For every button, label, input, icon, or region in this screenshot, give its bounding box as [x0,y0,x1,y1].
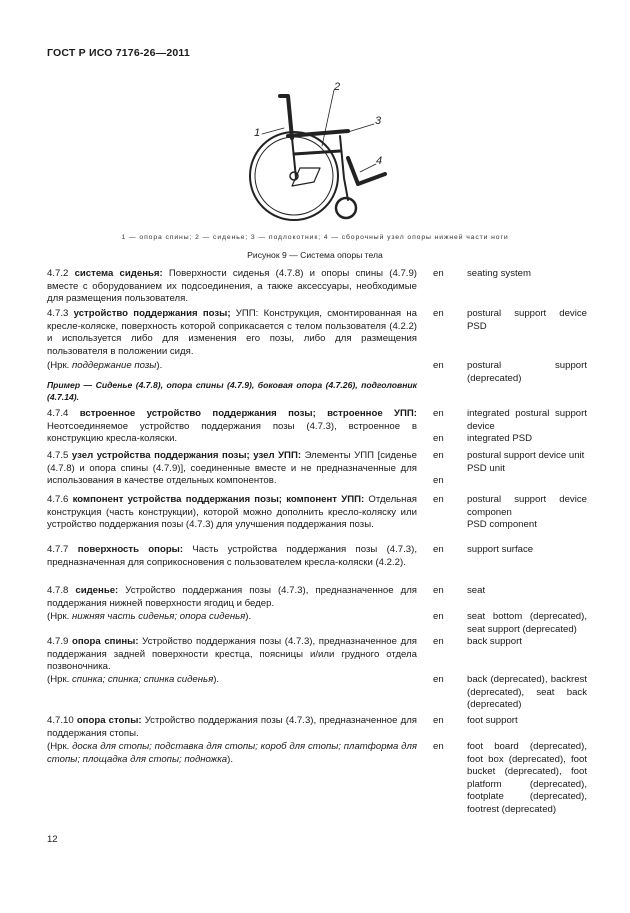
russian-definition [47,585,417,610]
russian-definition [47,494,417,532]
language-code [433,611,463,624]
deprecated-suffix: ). [227,753,234,765]
wheelchair-figure [240,78,400,226]
callout-2: 2 [334,81,341,93]
term-number: 4.7.8 [47,585,69,596]
term-definition: Отдельная конструкция (часть конструкции), которой можно дополнить кресло-коляску или устройство поддержания позы (4.7.3) для улучшения поддержания позы. [47,494,417,530]
english-equivalent [467,360,587,385]
term-definition: Поверхности сиденья (4.7.8) и опоры спины (4.7.9) вместе с оборудованием их подсоединения, а также аксессуары, необходимые для размещения пользователя. [47,268,417,304]
english-term: foot board (deprecated), foot box (deprecated), foot bucket (deprecated), foot platform (deprecated), footplate (deprecated), footrest (deprecated) [467,741,587,815]
term-title: компонент устройства поддержания позы; компонент УПП: [72,494,365,505]
deprecated-prefix: (Нрк. [47,360,72,371]
term-title: опора стопы: [76,715,142,726]
term-entry [47,741,587,816]
language-code-primary: en [433,494,444,505]
term-title: узел устройства поддержания позы; узел УПП: [71,450,302,461]
deprecated-prefix: (Нрк. [47,674,72,685]
english-equivalent [467,544,587,557]
term-number: 4.7.7 [47,544,69,555]
english-equivalent [467,494,587,532]
term-number: 4.7.6 [47,494,69,505]
language-code [433,544,463,557]
language-code [433,741,463,754]
term-entry [47,408,587,446]
term-number: 4.7.3 [47,308,69,319]
deprecated-prefix: (Нрк. [47,741,73,752]
term-entry [47,494,587,532]
english-equivalent [467,674,587,712]
figure-caption: Рисунок 9 — Система опоры тела [247,250,383,260]
term-entry [47,450,587,488]
term-entry [47,636,587,674]
language-code [433,268,463,281]
language-code-secondary: en [433,433,444,444]
language-code-primary: en [433,741,444,752]
callout-4: 4 [376,155,383,167]
english-term: postural support device unit [467,450,585,461]
russian-definition [47,450,417,488]
term-title: сиденье: [75,585,119,596]
term-definition: УПП: Конструкция, смонтированная на кресле-коляске, поверхность которой соприкасается с телом пользователя (4.2.2) и используется либо для изменения его позы, либо для размещения пользователя в положении сидя. [47,308,417,357]
english-equivalent [467,741,587,816]
deprecated-prefix: (Нрк. [47,611,72,622]
language-code-primary: en [433,715,444,726]
language-code [433,360,463,373]
russian-definition [47,360,417,373]
russian-definition [47,268,417,306]
term-number: 4.7.9 [47,636,69,647]
term-entry [47,268,587,306]
language-code [433,494,463,507]
term-definition: Устройство поддержания позы (4.7.3), предназначенное для поддержания задней поверхности крестца, поясницы и/или грудного отдела позвоночника. [47,636,418,672]
language-code [433,308,463,321]
term-entry [47,544,587,569]
language-code-primary: en [433,611,444,622]
term-title: система сиденья: [74,268,163,279]
term-entry [47,715,587,740]
language-code-primary: en [433,674,444,685]
example-note [47,379,417,403]
language-code-secondary: en [433,475,444,486]
term-definition: Элементы УПП [сиденье (4.7.8) и опора спины (4.7.9)], соединенные вместе и не предназначенные для использования в качестве отдельных компонентов. [47,450,417,486]
term-title: поверхность опоры: [77,544,184,555]
term-title: опора спины: [71,636,139,647]
callout-1: 1 [254,127,261,139]
russian-definition [47,715,417,740]
english-term: support surface [467,544,534,555]
english-term: seating system [467,268,531,279]
deprecated-suffix: ). [156,360,163,371]
english-term-secondary: integrated PSD [467,433,533,444]
rear-wheel [250,132,338,220]
russian-definition [47,611,417,624]
term-definition: Устройство поддержания позы (4.7.3), предназначенное для поддержания нижней поверхности ягодиц и бедер. [47,585,417,609]
english-term-secondary: PSD unit [467,462,505,474]
english-term: seat bottom (deprecated), seat support (deprecated) [467,611,587,635]
deprecated-suffix: ). [213,674,220,685]
term-title: встроенное устройство поддержания позы; встроенное УПП: [79,408,417,419]
figure-legend: 1 — опора спины; 2 — сиденье; 3 — подлокотник; 4 — сборочный узел опоры нижней части ноги [121,234,509,241]
english-equivalent [467,408,587,446]
caster-wheel [336,198,356,218]
english-term: postural support device componen [467,494,587,518]
language-code [433,636,463,649]
english-equivalent [467,715,587,728]
term-number: 4.7.2 [47,268,69,279]
term-entry [47,585,587,610]
term-definition: Часть устройства поддержания позы (4.7.3), предназначенная для соприкосновения с пользователем кресла-коляски (4.2.2). [47,544,417,568]
language-code-primary: en [433,360,444,371]
english-term: back support [467,636,522,647]
deprecated-terms: поддержание позы [72,360,157,371]
deprecated-terms: доска для стопы; подставка для стопы; короб для стопы; платформа для стопы; площадка для стопы; подножка [47,741,417,765]
term-entry [47,611,587,636]
language-code-primary: en [433,450,444,461]
term-definition: Устройство поддержания позы (4.7.3), предназначенное для поддержания стопы. [47,715,417,739]
english-equivalent [467,611,587,636]
english-equivalent [467,450,587,475]
russian-definition [47,544,417,569]
russian-definition [47,741,417,766]
english-term-secondary: PSD component [467,519,537,530]
language-code [433,674,463,687]
page-number: 12 [47,834,58,845]
term-entry [47,308,587,358]
term-number: 4.7.10 [47,715,74,726]
seat [294,151,340,154]
language-code [433,715,463,728]
language-code-primary: en [433,585,444,596]
language-code-primary: en [433,636,444,647]
deprecated-suffix: ). [245,611,252,622]
term-definition: Неотсоединяемое устройство поддержания позы (4.7.3), встроенное в конструкцию кресла-коляски. [47,420,417,444]
english-equivalent [467,268,587,281]
english-term: postural support (deprecated) [467,360,587,384]
russian-definition [47,674,417,687]
russian-definition [47,636,417,674]
deprecated-terms: нижняя часть сиденья; опора сиденья [72,611,246,622]
language-code [433,408,463,446]
language-code [433,585,463,598]
language-code [433,450,463,488]
term-entry [47,674,587,712]
english-term: back (deprecated), backrest (deprecated), seat back (deprecated) [467,674,587,710]
deprecated-terms: спинка; спинка; спинка сиденья [72,674,214,685]
english-equivalent [467,308,587,333]
document-header: ГОСТ Р ИСО 7176-26—2011 [47,47,190,59]
english-equivalent [467,585,587,598]
russian-definition [47,408,417,446]
language-code-primary: en [433,408,444,419]
english-term: seat [467,585,486,596]
callout-3: 3 [375,115,382,127]
term-title: устройство поддержания позы; [73,308,231,319]
english-equivalent [467,636,587,649]
language-code-primary: en [433,268,444,279]
example-text: Пример — Сиденье (4.7.8), опора спины (4.7.9), боковая опора (4.7.26), подголовник (4.7.14). [47,380,417,402]
russian-definition [47,379,417,403]
english-term: foot support [467,715,518,726]
russian-definition [47,308,417,358]
english-term: integrated postural support device [467,408,587,432]
language-code-primary: en [433,308,444,319]
english-term: postural support device PSD [467,308,587,332]
term-number: 4.7.4 [47,408,69,419]
language-code-primary: en [433,544,444,555]
term-number: 4.7.5 [47,450,69,461]
